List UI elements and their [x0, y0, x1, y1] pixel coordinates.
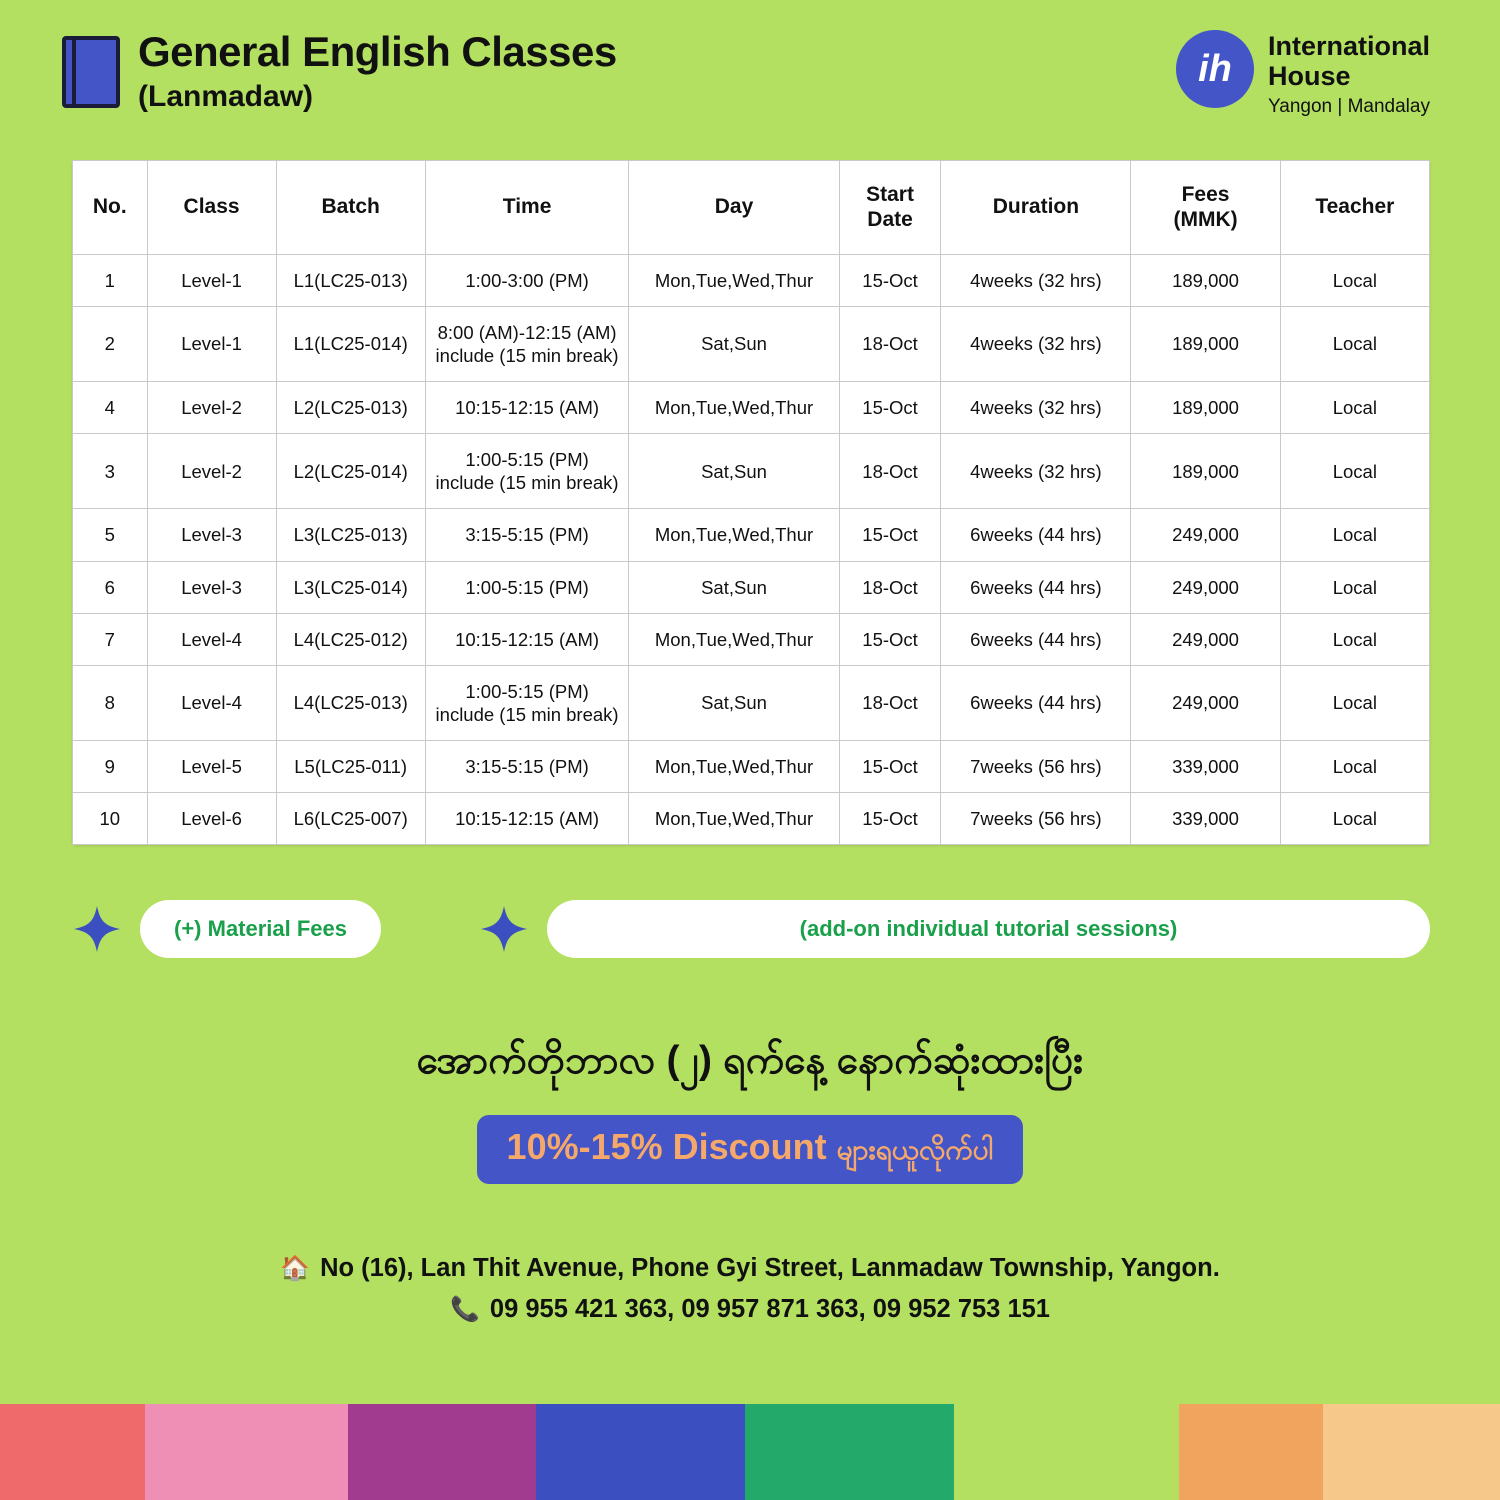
cell-teacher: Local: [1280, 254, 1429, 306]
stripe-7: [1179, 1404, 1324, 1500]
cell-start-date: 18-Oct: [839, 434, 941, 509]
brand-name-line2: House: [1267, 60, 1351, 91]
sparkle-icon: [479, 904, 529, 954]
cell-class: Level-2: [147, 382, 276, 434]
cell-duration: 4weeks (32 hrs): [941, 382, 1131, 434]
title-group: [62, 30, 617, 114]
cell-batch: L4(LC25-012): [276, 613, 425, 665]
table-row: [73, 613, 1430, 665]
cell-batch: L3(LC25-014): [276, 561, 425, 613]
cell-day: Sat,Sun: [629, 665, 839, 740]
note-tutorial-sessions: [479, 900, 1430, 958]
column-header-duration: Duration: [941, 161, 1131, 254]
cell-no: 4: [73, 382, 148, 434]
table-row: [73, 306, 1430, 381]
discount-value: 10%-15% Discount: [506, 1126, 827, 1168]
cell-no: 6: [73, 561, 148, 613]
cell-teacher: Local: [1280, 434, 1429, 509]
cell-no: 1: [73, 254, 148, 306]
cell-day: Mon,Tue,Wed,Thur: [629, 613, 839, 665]
cell-start-date: 15-Oct: [839, 509, 941, 561]
brand-cities: Yangon | Mandalay: [1267, 96, 1430, 118]
cell-duration: 7weeks (56 hrs): [941, 741, 1131, 793]
cell-start-date: 15-Oct: [839, 254, 941, 306]
cell-start-date: 15-Oct: [839, 793, 941, 845]
cell-fees: 189,000: [1131, 254, 1280, 306]
cell-duration: 4weeks (32 hrs): [941, 254, 1131, 306]
cell-duration: 6weeks (44 hrs): [941, 509, 1131, 561]
cell-day: Mon,Tue,Wed,Thur: [629, 509, 839, 561]
cell-day: Mon,Tue,Wed,Thur: [629, 254, 839, 306]
header: [0, 0, 1500, 118]
note-material-fees: [72, 900, 381, 958]
cell-batch: L6(LC25-007): [276, 793, 425, 845]
cell-start-date: 18-Oct: [839, 306, 941, 381]
cell-teacher: Local: [1280, 665, 1429, 740]
contact-phones: 09 955 421 363, 09 957 871 363, 09 952 753 151: [489, 1295, 1050, 1324]
cell-time: 1:00-5:15 (PM): [425, 561, 629, 613]
ih-logo-icon: ih: [1176, 30, 1254, 108]
column-header-day: Day: [629, 161, 839, 254]
cell-duration: 6weeks (44 hrs): [941, 665, 1131, 740]
cell-class: Level-2: [147, 434, 276, 509]
cell-no: 10: [73, 793, 148, 845]
cell-class: Level-3: [147, 561, 276, 613]
stripe-6: [954, 1404, 1179, 1500]
contact-address-line: [0, 1254, 1500, 1283]
cell-class: Level-1: [147, 306, 276, 381]
stripe-2: [145, 1404, 349, 1500]
cell-time: 3:15-5:15 (PM): [425, 509, 629, 561]
note-material-fees-label: (+) Material Fees: [140, 900, 381, 958]
cell-no: 8: [73, 665, 148, 740]
cell-teacher: Local: [1280, 793, 1429, 845]
promo-headline: အောက်တိုဘာလ (၂) ရက်နေ့ နောက်ဆုံးထားပြီး: [416, 1039, 1084, 1083]
table-row: [73, 561, 1430, 613]
cell-no: 2: [73, 306, 148, 381]
cell-batch: L1(LC25-013): [276, 254, 425, 306]
table-row: [73, 254, 1430, 306]
cell-fees: 189,000: [1131, 434, 1280, 509]
page-subtitle: (Lanmadaw): [138, 80, 314, 114]
cell-fees: 249,000: [1131, 509, 1280, 561]
book-icon: [62, 36, 120, 108]
column-header-no: No.: [73, 161, 148, 254]
cell-class: Level-6: [147, 793, 276, 845]
cell-start-date: 18-Oct: [839, 561, 941, 613]
stripe-1: [0, 1404, 145, 1500]
cell-teacher: Local: [1280, 382, 1429, 434]
sparkle-icon: [72, 904, 122, 954]
cell-fees: 189,000: [1131, 382, 1280, 434]
promo-section: [0, 1036, 1500, 1184]
cell-fees: 249,000: [1131, 613, 1280, 665]
cell-start-date: 15-Oct: [839, 382, 941, 434]
table-header: [73, 161, 1430, 254]
cell-day: Mon,Tue,Wed,Thur: [629, 741, 839, 793]
column-header-batch: Batch: [276, 161, 425, 254]
page-title: General English Classes: [138, 28, 617, 75]
stripe-5: [745, 1404, 954, 1500]
notes-row: [72, 900, 1430, 958]
class-schedule-table: [72, 160, 1430, 845]
cell-time: 10:15-12:15 (AM): [425, 613, 629, 665]
table-row: [73, 382, 1430, 434]
cell-class: Level-5: [147, 741, 276, 793]
stripe-3: [348, 1404, 536, 1500]
discount-suffix: များရယူလိုက်ပါ: [836, 1134, 994, 1166]
cell-duration: 4weeks (32 hrs): [941, 434, 1131, 509]
cell-time: 10:15-12:15 (AM): [425, 793, 629, 845]
note-tutorial-sessions-label: (add-on individual tutorial sessions): [547, 900, 1430, 958]
table-body: [73, 254, 1430, 845]
cell-batch: L2(LC25-014): [276, 434, 425, 509]
cell-time: 3:15-5:15 (PM): [425, 741, 629, 793]
cell-day: Sat,Sun: [629, 561, 839, 613]
cell-duration: 4weeks (32 hrs): [941, 306, 1131, 381]
class-schedule-table-wrapper: [72, 160, 1430, 845]
cell-time: 1:00-5:15 (PM) include (15 min break): [425, 665, 629, 740]
column-header-start-date: Start Date: [839, 161, 941, 254]
cell-batch: L2(LC25-013): [276, 382, 425, 434]
brand-logo-group: [1176, 30, 1430, 118]
home-icon: 🏠: [280, 1254, 311, 1282]
contact-address: No (16), Lan Thit Avenue, Phone Gyi Street, Lanmadaw Township, Yangon.: [320, 1254, 1220, 1283]
column-header-fees: Fees (MMK): [1131, 161, 1280, 254]
cell-duration: 7weeks (56 hrs): [941, 793, 1131, 845]
table-header-row: [73, 161, 1430, 254]
cell-duration: 6weeks (44 hrs): [941, 561, 1131, 613]
cell-start-date: 18-Oct: [839, 665, 941, 740]
contact-section: [0, 1254, 1500, 1324]
cell-class: Level-3: [147, 509, 276, 561]
cell-time: 1:00-5:15 (PM) include (15 min break): [425, 434, 629, 509]
cell-start-date: 15-Oct: [839, 741, 941, 793]
cell-time: 1:00-3:00 (PM): [425, 254, 629, 306]
cell-fees: 249,000: [1131, 665, 1280, 740]
cell-teacher: Local: [1280, 741, 1429, 793]
table-row: [73, 434, 1430, 509]
cell-teacher: Local: [1280, 561, 1429, 613]
cell-day: Mon,Tue,Wed,Thur: [629, 793, 839, 845]
cell-no: 7: [73, 613, 148, 665]
cell-start-date: 15-Oct: [839, 613, 941, 665]
cell-fees: 249,000: [1131, 561, 1280, 613]
cell-no: 9: [73, 741, 148, 793]
cell-class: Level-1: [147, 254, 276, 306]
footer-color-stripes: [0, 1404, 1500, 1500]
table-row: [73, 741, 1430, 793]
stripe-8: [1323, 1404, 1500, 1500]
cell-day: Mon,Tue,Wed,Thur: [629, 382, 839, 434]
column-header-class: Class: [147, 161, 276, 254]
cell-teacher: Local: [1280, 509, 1429, 561]
cell-class: Level-4: [147, 665, 276, 740]
cell-day: Sat,Sun: [629, 434, 839, 509]
cell-fees: 339,000: [1131, 793, 1280, 845]
cell-teacher: Local: [1280, 306, 1429, 381]
cell-day: Sat,Sun: [629, 306, 839, 381]
cell-batch: L4(LC25-013): [276, 665, 425, 740]
cell-fees: 189,000: [1131, 306, 1280, 381]
table-row: [73, 793, 1430, 845]
phone-icon: 📞: [450, 1295, 480, 1323]
cell-duration: 6weeks (44 hrs): [941, 613, 1131, 665]
table-row: [73, 665, 1430, 740]
column-header-time: Time: [425, 161, 629, 254]
column-header-teacher: Teacher: [1280, 161, 1429, 254]
cell-teacher: Local: [1280, 613, 1429, 665]
discount-badge: [477, 1115, 1024, 1184]
brand-name-line1: International: [1267, 31, 1430, 61]
cell-batch: L5(LC25-011): [276, 741, 425, 793]
cell-class: Level-4: [147, 613, 276, 665]
cell-fees: 339,000: [1131, 741, 1280, 793]
cell-time: 10:15-12:15 (AM): [425, 382, 629, 434]
cell-time: 8:00 (AM)-12:15 (AM) include (15 min break): [425, 306, 629, 381]
stripe-4: [536, 1404, 745, 1500]
cell-batch: L3(LC25-013): [276, 509, 425, 561]
table-row: [73, 509, 1430, 561]
cell-no: 5: [73, 509, 148, 561]
contact-phone-line: [0, 1295, 1500, 1324]
cell-batch: L1(LC25-014): [276, 306, 425, 381]
cell-no: 3: [73, 434, 148, 509]
